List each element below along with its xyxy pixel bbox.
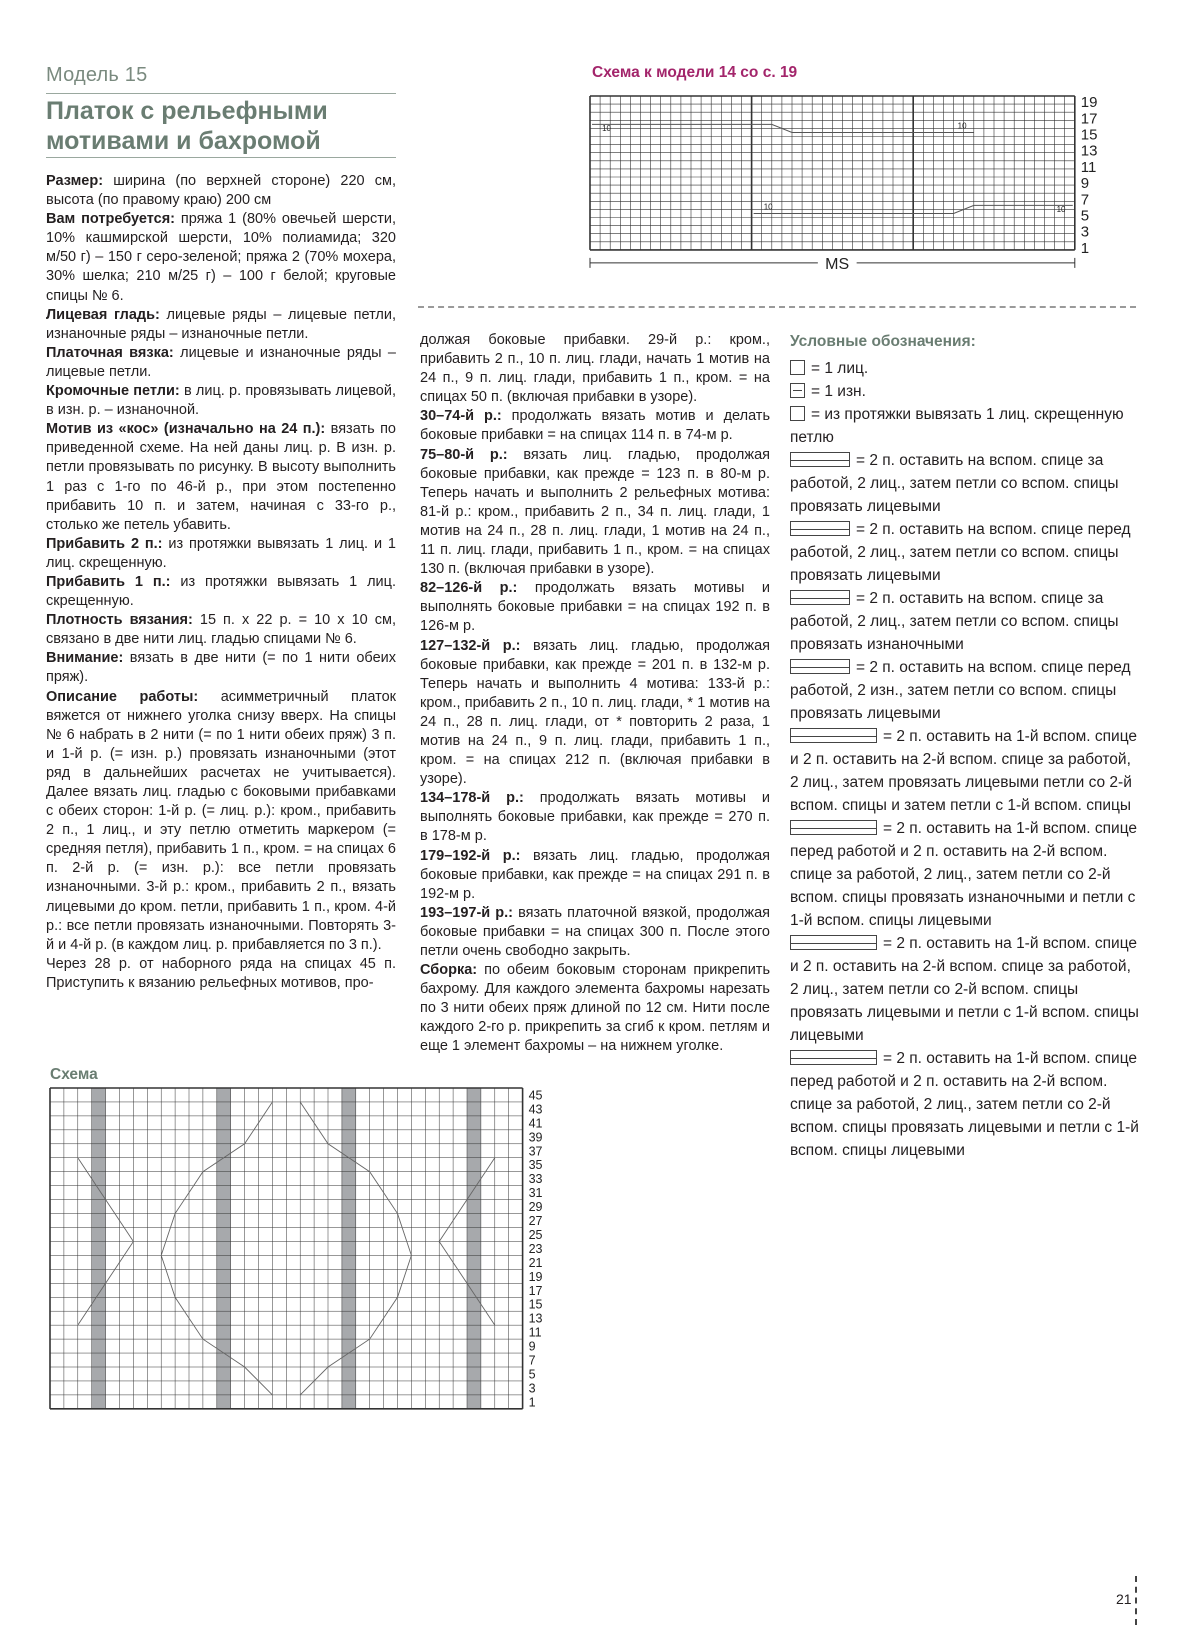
paragraph bbox=[420, 446, 770, 580]
legend-item-text: = 2 п. оставить на вспом. спице за работой, 2 лиц., затем петли со вспом. спицы провязать изнаночными bbox=[790, 590, 1119, 653]
paragraph-text: вязать платочной вязкой, продолжая боковые прибавки = на спицах 300 п. После этого петли очень свободно закрыть. bbox=[420, 904, 770, 959]
row-label: 7 bbox=[528, 1353, 536, 1368]
paragraph-heading: Кромочные петли: bbox=[46, 383, 180, 400]
shaded-column bbox=[467, 1088, 481, 1409]
legend-item-text: = 2 п. оставить на 1-й вспом. спице и 2 п. оставить на 2-й вспом. спице за работой, 2 лиц., затем провязать лицевыми петли со 2-й вспом. спицы и затем петли с 1-й вспом. спицы bbox=[790, 728, 1138, 814]
paragraph-text: пряжа 1 (80% овечьей шерсти, 10% кашмирской шерсти, 10% полиамида; 320 м/50 г) – 150 г серо-зеленой; пряжа 2 (70% мохера, 30% шелка; 210 м/25 г) – 100 г белой; круговые спицы № 6. bbox=[46, 211, 396, 304]
row-label: 31 bbox=[528, 1186, 543, 1201]
page-title bbox=[46, 96, 406, 156]
row-label: 17 bbox=[528, 1283, 543, 1298]
legend-item bbox=[790, 932, 1140, 1047]
purl-square-icon bbox=[790, 383, 805, 398]
cell-mark: 10 bbox=[763, 202, 773, 212]
legend-item-text: = 2 п. оставить на 1-й вспом. спице перед работой и 2 п. оставить на 2-й вспом. спице за работой, 2 лиц., затем петли со 2-й вспом. спицы провязать лицевыми и петли с 1-й вспом. спицы лицевыми bbox=[790, 1050, 1139, 1159]
page-number: 21 bbox=[1116, 1591, 1132, 1607]
page-edge-marks bbox=[1135, 1576, 1137, 1625]
schema14-title: Схема к модели 14 со с. 19 bbox=[592, 64, 798, 81]
row-label: 23 bbox=[528, 1241, 543, 1256]
row-label: 33 bbox=[528, 1172, 543, 1187]
row-label: 29 bbox=[528, 1200, 543, 1215]
row-label: 5 bbox=[1080, 207, 1090, 225]
cable-6-c-icon bbox=[790, 935, 877, 950]
row-label: 25 bbox=[528, 1227, 543, 1242]
row-label: 1 bbox=[1080, 239, 1090, 257]
row-label: 13 bbox=[1080, 142, 1098, 160]
header-rule-bottom bbox=[46, 157, 396, 158]
row-label: 15 bbox=[1080, 126, 1098, 144]
row-label: 9 bbox=[1080, 175, 1090, 193]
paragraph-text: продолжать вязать мотивы и выполнять боковые прибавки, как прежде = 270 п. в 178-м р. bbox=[420, 790, 771, 845]
legend-item bbox=[790, 656, 1140, 725]
legend-item bbox=[790, 449, 1140, 518]
paragraph-text: вязать лиц. гладью, продолжая боковые прибавки, как прежде = 201 п. в 132-м р. Теперь начать и выполнить 4 мотива: 133-й р.: кром., прибавить 2 п., 10 п. лиц. глади, * 1 мотив на 24 п., 28 п. лиц. глади, от * повторить 2 раза, 1 мотив на 24 п., 9 п. лиц. глади, прибавить 1 п., кром. = на спицах 212 п. (включая прибавки в узоре). bbox=[420, 637, 770, 788]
legend-item-text: = 2 п. оставить на вспом. спице за работой, 2 лиц., затем петли со вспом. спицы провязать лицевыми bbox=[790, 452, 1119, 515]
paragraph-heading: Размер: bbox=[46, 173, 104, 189]
row-label: 39 bbox=[528, 1130, 543, 1145]
legend-item bbox=[790, 357, 1140, 380]
cable-2x2-front-purl-icon bbox=[790, 659, 850, 674]
section-divider bbox=[418, 306, 1136, 308]
cable-6-a-icon bbox=[790, 728, 877, 743]
row-label: 17 bbox=[1080, 110, 1098, 128]
paragraph-text: лицевые и изнаночные ряды – лицевые петли. bbox=[46, 344, 396, 380]
legend-item-text: = 1 лиц. bbox=[811, 360, 869, 377]
row-label: 15 bbox=[528, 1297, 543, 1312]
row-label: 13 bbox=[528, 1311, 543, 1326]
row-label: 11 bbox=[1080, 158, 1097, 176]
instructions-column-2 bbox=[420, 331, 770, 1057]
cable-2x2-back-icon bbox=[790, 452, 850, 467]
paragraph-heading: 134–178-й р.: bbox=[420, 790, 524, 807]
model-label: Модель 15 bbox=[46, 64, 148, 86]
title-line-2: мотивами и бахромой bbox=[46, 127, 321, 155]
legend-item-text: = 2 п. оставить на 1-й вспом. спице и 2 п. оставить на 2-й вспом. спице за работой, 2 лиц., затем петли со 2-й вспом. спицы провязать лицевыми и петли с 1-й вспом. спицы лицевыми bbox=[790, 935, 1139, 1044]
paragraph-heading: Плотность вязания: bbox=[46, 612, 193, 629]
paragraph bbox=[420, 789, 770, 846]
paragraph bbox=[420, 637, 770, 790]
instructions-column-1 bbox=[46, 172, 396, 993]
row-label: 1 bbox=[528, 1395, 536, 1410]
legend-item-text: = из протяжки вывязать 1 лиц. скрещенную петлю bbox=[790, 406, 1124, 446]
paragraph-text: продолжать вязать мотивы и выполнять боковые прибавки = на спицах 192 п. в 126-м р. bbox=[420, 580, 771, 635]
schema15-title: Схема bbox=[50, 1066, 98, 1083]
legend-list bbox=[790, 357, 1140, 1162]
paragraph bbox=[46, 172, 396, 210]
paragraph-heading: Внимание: bbox=[46, 650, 124, 667]
twisted-increase-icon bbox=[790, 406, 805, 421]
row-label: 7 bbox=[1080, 191, 1090, 209]
paragraph-text: асимметричный платок вяжется от нижнего уголка снизу вверх. На спицы № 6 набрать в 2 нити (= по 1 нити обеих пряж) 3 п. и 1-й р. (= изн. р.) провязать изнаночными (этот ряд в дальнейших расчетах не учитывается). Далее вязать лиц. гладью с боковыми прибавками с обеих сторон: 1-й р. (= лиц. р.): кром., прибавить 2 п., 1 лиц., и эту петлю отметить маркером (= средняя петля), прибавить 1 п., кром. = на спицах 6 п. 2-й р. (= изн. р.): все петли провязать изнаночными. 3-й р.: кром., прибавить 2 п., вязать лицевыми до кром. петли, прибавить 1 п., кром. 4-й р.: все петли провязать изнаночными. Повторять 3-й и 4-й р. (в каждом лиц. р. прибавляется по 3 п.). bbox=[46, 688, 396, 953]
paragraph bbox=[420, 407, 770, 445]
cable-6-d-icon bbox=[790, 1050, 877, 1065]
legend-item bbox=[790, 518, 1140, 587]
paragraph-text: должая боковые прибавки. 29-й р.: кром., прибавить 2 п., 10 п. лиц. глади, начать 1 мотив на 24 п., 9 п. лиц. глади, прибавить 1 п., кром. = на спицах 50 п. (включая прибавки в узоре). bbox=[420, 332, 770, 406]
row-label: 19 bbox=[1080, 94, 1098, 112]
paragraph-text: вязать лиц. гладью, продолжая боковые прибавки, как прежде = на спицах 291 п. в 192-м р. bbox=[420, 847, 770, 902]
schema15-grid bbox=[48, 1086, 568, 1418]
paragraph bbox=[420, 331, 770, 407]
paragraph-heading: Вам потребуется: bbox=[46, 211, 176, 228]
paragraph-heading: 75–80-й р.: bbox=[420, 446, 508, 463]
paragraph-heading: Прибавить 2 п.: bbox=[46, 535, 163, 552]
legend-item bbox=[790, 817, 1140, 932]
row-label: 3 bbox=[1080, 223, 1090, 241]
legend-item-text: = 2 п. оставить на вспом. спице перед работой, 2 лиц., затем петли со вспом. спицы провязать лицевыми bbox=[790, 521, 1131, 584]
paragraph-heading: Описание работы: bbox=[46, 688, 199, 705]
legend-item bbox=[790, 380, 1140, 403]
paragraph-heading: 127–132-й р.: bbox=[420, 637, 521, 654]
shaded-column bbox=[342, 1088, 356, 1409]
row-label: 19 bbox=[528, 1269, 543, 1284]
row-label: 37 bbox=[528, 1144, 543, 1159]
row-label: 9 bbox=[528, 1339, 536, 1354]
schema14-grid bbox=[588, 94, 1128, 294]
paragraph-text: по обеим боковым сторонам прикрепить бахрому. Для каждого элемента бахромы нарезать по 3 нити обеих пряж длиной по 12 см. Нити после каждого 2-го р. прикрепить за сгиб к кром. петлям и еще 1 элемент бахромы – на нижнем уголке. bbox=[420, 962, 770, 1055]
paragraph-text: вязать в две нити (= по 1 нити обеих пряж). bbox=[46, 650, 396, 686]
paragraph bbox=[420, 904, 770, 961]
title-line-1: Платок с рельефными bbox=[46, 97, 328, 125]
paragraph bbox=[46, 955, 396, 993]
legend-item-text: = 1 изн. bbox=[811, 383, 866, 400]
legend-item bbox=[790, 725, 1140, 817]
row-label: 27 bbox=[528, 1214, 543, 1229]
paragraph bbox=[420, 847, 770, 904]
legend-item bbox=[790, 403, 1140, 449]
paragraph bbox=[46, 210, 396, 305]
row-label: 41 bbox=[528, 1116, 543, 1131]
cell-mark: 10 bbox=[957, 121, 967, 131]
legend-title: Условные обозначения: bbox=[790, 333, 976, 350]
paragraph-text: в лиц. р. провязывать лицевой, в изн. р. – изнаночной. bbox=[46, 383, 396, 419]
shaded-column bbox=[217, 1088, 231, 1409]
paragraph-text: из протяжки вывязать 1 лиц. и 1 лиц. скрещенную. bbox=[46, 535, 396, 571]
row-label: 35 bbox=[528, 1158, 543, 1173]
paragraph-heading: Сборка: bbox=[420, 962, 478, 979]
cable-6-b-icon bbox=[790, 820, 877, 835]
row-label: 21 bbox=[528, 1255, 543, 1270]
row-label: 45 bbox=[528, 1088, 543, 1103]
paragraph-heading: 193–197-й р.: bbox=[420, 904, 513, 921]
paragraph-text: вязать лиц. гладью, продолжая боковые прибавки, как прежде = 123 п. в 80-м р. Теперь начать и выполнить 2 рельефных мотива: 81-й р.: кром., прибавить 2 п., 34 п. лиц. глади, 1 мотив на 24 п., 28 п. лиц. глади, 1 мотив на 24 п., 11 п. лиц. глади, прибавить 1 п., кром. = на спицах 130 п. (включая прибавки в узоре). bbox=[420, 446, 770, 578]
legend-item bbox=[790, 1047, 1140, 1162]
legend-item bbox=[790, 587, 1140, 656]
legend-item-text: = 2 п. оставить на вспом. спице перед работой, 2 изн., затем петли со вспом. спицы провязать лицевыми bbox=[790, 659, 1131, 722]
row-label: 43 bbox=[528, 1102, 543, 1117]
cable-2x2-front-icon bbox=[790, 521, 850, 536]
row-label: 3 bbox=[528, 1381, 536, 1396]
paragraph-heading: Прибавить 1 п.: bbox=[46, 573, 171, 590]
legend-item-text: = 2 п. оставить на 1-й вспом. спице перед работой и 2 п. оставить на 2-й вспом. спице за работой, 2 лиц., затем петли со 2-й вспом. спицы провязать изнаночными и петли с 1-й вспом. спицы лицевыми bbox=[790, 820, 1138, 929]
row-label: 5 bbox=[528, 1367, 536, 1382]
paragraph bbox=[46, 382, 396, 420]
paragraph-heading: 82–126-й р.: bbox=[420, 580, 518, 597]
paragraph bbox=[420, 961, 770, 1056]
paragraph bbox=[420, 579, 770, 636]
knit-square-icon bbox=[790, 360, 805, 375]
row-label: 11 bbox=[528, 1325, 542, 1340]
paragraph-text: вязать по приведенной схеме. На ней даны лиц. р. В изн. р. петли провязывать по рисунку. В высоту выполнить 1 раз с 1-го по 46-й р., при этом постепенно прибавить 10 п. и затем, начиная с 33-го р., столько же петель убавить. bbox=[46, 421, 396, 533]
paragraph bbox=[46, 420, 396, 535]
paragraph-text: лицевые ряды – лицевые петли, изнаночные ряды – изнаночные петли. bbox=[46, 306, 396, 342]
paragraph-heading: Лицевая гладь: bbox=[46, 306, 160, 323]
paragraph bbox=[46, 649, 396, 687]
paragraph bbox=[46, 306, 396, 344]
paragraph bbox=[46, 573, 396, 611]
ms-label: MS bbox=[825, 255, 850, 273]
paragraph-heading: Платочная вязка: bbox=[46, 344, 174, 361]
cable-2x2-back-purl-icon bbox=[790, 590, 850, 605]
paragraph bbox=[46, 688, 396, 955]
paragraph-text: ширина (по верхней стороне) 220 см, высота (по правому краю) 200 см bbox=[46, 173, 396, 209]
paragraph-heading: Мотив из «кос» (изначально на 24 п.): bbox=[46, 421, 326, 438]
paragraph-heading: 179–192-й р.: bbox=[420, 847, 521, 864]
cell-mark: 10 bbox=[602, 123, 612, 133]
header-rule-top bbox=[46, 93, 396, 94]
paragraph-heading: 30–74-й р.: bbox=[420, 408, 502, 425]
paragraph-text: продолжать вязать мотив и делать боковые прибавки = на спицах 114 п. в 74-м р. bbox=[420, 408, 771, 444]
paragraph-text: 15 п. x 22 р. = 10 x 10 см, связано в две нити лиц. гладью спицами № 6. bbox=[46, 612, 397, 648]
paragraph bbox=[46, 535, 396, 573]
shaded-column bbox=[92, 1088, 106, 1409]
paragraph bbox=[46, 611, 396, 649]
paragraph-text: Через 28 р. от наборного ряда на спицах 45 п. Приступить к вязанию рельефных мотивов, про- bbox=[46, 955, 396, 991]
cell-mark: 10 bbox=[1056, 204, 1066, 214]
paragraph bbox=[46, 344, 396, 382]
paragraph-text: из протяжки вывязать 1 лиц. скрещенную. bbox=[46, 573, 396, 610]
